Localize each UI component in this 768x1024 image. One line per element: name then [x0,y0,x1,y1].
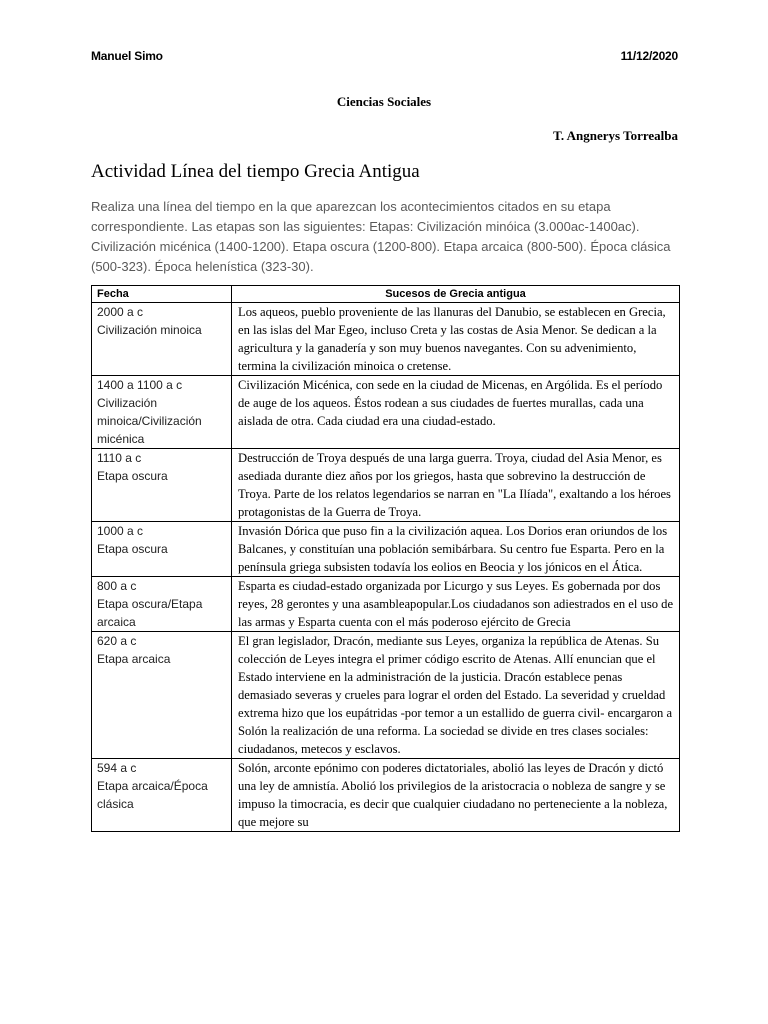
table-row [92,449,680,522]
header-sucesos: Sucesos de Grecia antigua [232,286,680,303]
stage-value: Etapa oscura/Etapa arcaica [97,597,203,629]
date-value: 2000 a c [97,305,144,319]
table-row [92,759,680,832]
table-row [92,577,680,632]
event-cell: El gran legislador, Dracón, mediante sus Leyes, organiza la república de Atenas. Su colección de Leyes integra el primer código escrito de Atenas. Allí enuncian que el Estado interviene en la administración de la justicia. Dracón establece penas demasiado severas y crueles para lograr el orden del Estado. La severidad y crueldad extrema hizo que los eupátridas -por temor a un estallido de guerra civil- encargaron a Solón la realización de una reforma. La sociedad se divide en tres clases sociales: ciudadanos, metecos y esclavos. [232,632,680,759]
date-value: 1110 a c [97,451,142,465]
date-value: 1400 a 1100 a c [97,378,183,392]
date-cell [92,376,232,449]
stage-value: Etapa arcaica/Época clásica [97,779,208,811]
page-title: Actividad Línea del tiempo Grecia Antigua [91,161,420,182]
table-header-row [92,286,680,303]
date-cell [92,577,232,632]
date-cell [92,632,232,759]
header-fecha: Fecha [92,286,232,303]
teacher-name: T. Angnerys Torrealba [553,128,678,143]
date-value: 800 a c [97,579,137,593]
table-row [92,303,680,376]
date-value: 1000 a c [97,524,144,538]
event-cell: Los aqueos, pueblo proveniente de las llanuras del Danubio, se establecen en Grecia, en las islas del Mar Egeo, incluso Creta y las costas de Asia Menor. Se dedican a la agricultura y la ganadería y son muy buenos navegantes. Con su advenimiento, termina la civilización minoica o cretense. [232,303,680,376]
date-cell [92,522,232,577]
table-row [92,632,680,759]
date-cell [92,759,232,832]
student-name: Manuel Simo [91,49,163,63]
event-cell: Invasión Dórica que puso fin a la civilización aquea. Los Dorios eran oriundos de los Balcanes, y constituían una población semibárbara. Su centro fue Esparta. Pero en la península griega subsisten todavía los eolios en Beocia y los jónicos en el Ática. [232,522,680,577]
table-row [92,376,680,449]
timeline-table [91,285,680,832]
event-cell: Destrucción de Troya después de una larga guerra. Troya, ciudad del Asia Menor, es asediada durante diez años por los griegos, hasta que sobrevino la destrucción de Troya. Parte de los relatos legendarios se narran en "La Ilíada", exaltando a los héroes protagonistas de la Guerra de Troya. [232,449,680,522]
date-cell [92,303,232,376]
event-cell: Esparta es ciudad-estado organizada por Licurgo y sus Leyes. Es gobernada por dos reyes, 28 gerontes y una asambleapopular.Los ciudadanos son adiestrados en el uso de las armas y Esparta cuenta con el más poderoso ejército de Grecia [232,577,680,632]
stage-value: Etapa oscura [97,469,168,483]
stage-value: Etapa oscura [97,542,168,556]
date-value: 620 a c [97,634,137,648]
date-value: 594 a c [97,761,137,775]
subject-heading: Ciencias Sociales [336,94,432,109]
stage-value: Civilización minoica/Civilización micénica [97,396,202,446]
stage-value: Civilización minoica [97,323,202,337]
document-date: 11/12/2020 [620,49,678,63]
table-row [92,522,680,577]
date-cell [92,449,232,522]
event-cell: Solón, arconte epónimo con poderes dictatoriales, abolió las leyes de Dracón y dictó una ley de amnistía. Abolió los privilegios de la aristocracia o nobleza de sangre y se impuso la timocracia, es decir que cualquier ciudadano no perteneciente a la nobleza, que mejore su [232,759,680,832]
stage-value: Etapa arcaica [97,652,171,666]
event-cell: Civilización Micénica, con sede en la ciudad de Micenas, en Argólida. Es el período de auge de los aqueos. Éstos rodean a sus ciudades de fuertes murallas, cada una aislada de otra. Cada ciudad era una ciudad-estado. [232,376,680,449]
instructions-paragraph: Realiza una línea del tiempo en la que aparezcan los acontecimientos citados en su etapa correspondiente. Las etapas son las siguientes: Etapas: Civilización minóica (3.000ac-1400ac). Civilización micénica (1400-1200). Etapa oscura (1200-800). Etapa arcaica (800-500). Época clásica (500-323). Época helenística (323-30). [91,199,671,274]
